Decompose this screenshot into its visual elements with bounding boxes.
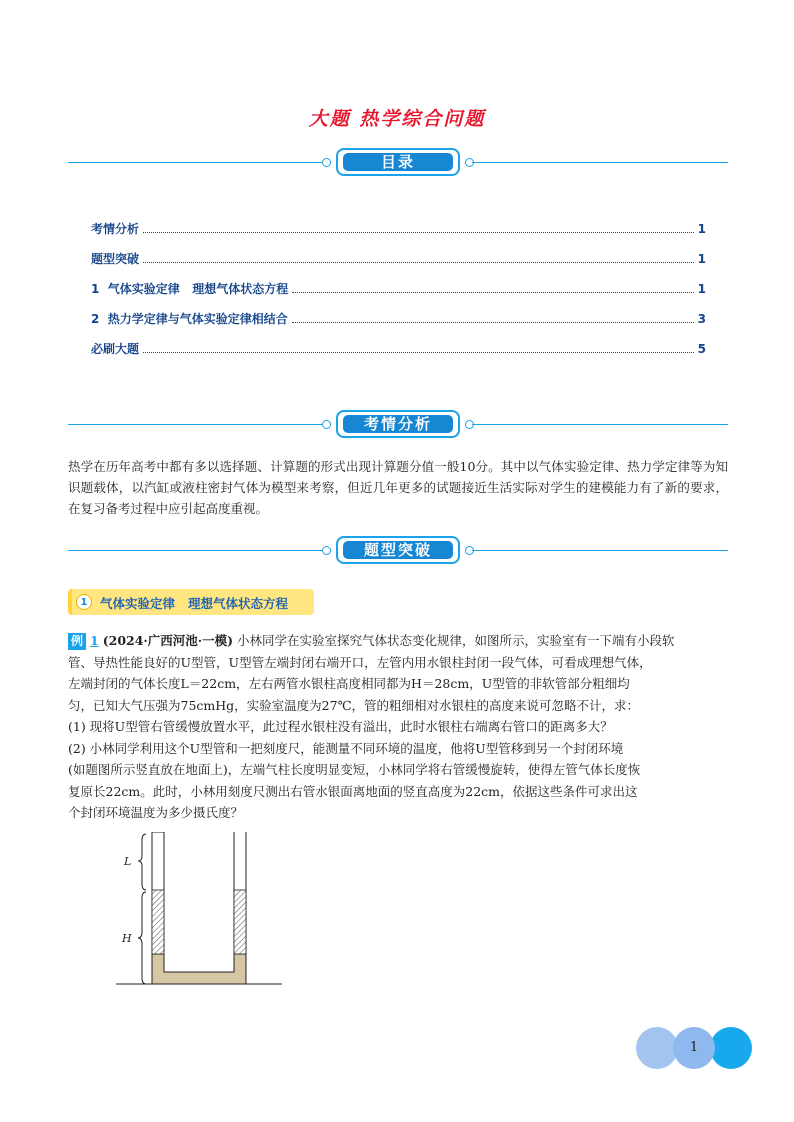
divider (68, 424, 324, 425)
breakthrough-header (68, 536, 728, 566)
label-L: L (124, 855, 132, 868)
label-H: H (122, 932, 132, 945)
divider (472, 424, 728, 425)
section-title: 考情分析 (343, 415, 453, 433)
dot-icon (322, 158, 331, 167)
toc-item[interactable] (91, 280, 706, 310)
section-badge (336, 148, 460, 176)
toc-item-page: 1 (697, 282, 706, 296)
section-badge (336, 410, 460, 438)
problem-line: 匀，已知大气压强为75cmHg，实验室温度为27℃，管的粗细相对水银柱的高度来说可忽略不计，求： (68, 697, 640, 713)
topic-tag (68, 589, 314, 615)
table-of-contents (91, 220, 706, 370)
toc-item-label: 2 热力学定律与气体实验定律相结合 (91, 312, 288, 326)
dot-leader (143, 352, 694, 353)
toc-item-label: 1 气体实验定律 理想气体状态方程 (91, 282, 289, 296)
toc-item-page: 1 (697, 252, 706, 266)
analysis-paragraph: 热学在历年高考中都有多以选择题、计算题的形式出现计算题分值一般10分。其中以气体实验定律、热力学定律等为知识题载体，以汽缸或液柱密封气体为模型来考察，但近几年更多的试题接近生活实际对学生的建模能力有了新的要求，在复习备考过程中应引起高度重视。 (68, 459, 728, 516)
page-number-badge (636, 1027, 752, 1069)
example-badge: 例 (68, 633, 86, 650)
topic-number: 1 (76, 594, 92, 610)
divider (472, 162, 728, 163)
dot-leader (143, 262, 694, 263)
dot-leader (292, 322, 694, 323)
brace-L (138, 834, 146, 890)
brace-H (138, 892, 146, 984)
right-mercury-column (234, 890, 246, 954)
toc-item-label: 必刷大题 (91, 342, 140, 356)
problem-line: (如题图所示竖直放在地面上)，左端气柱长度明显变短，小林同学将右管缓慢旋转，使得左管气体长度恢 (68, 762, 641, 777)
toc-item-label: 题型突破 (91, 252, 140, 266)
problem-line (68, 630, 728, 652)
analysis-header (68, 410, 728, 440)
section-title: 目录 (343, 153, 453, 171)
toc-item[interactable] (91, 310, 706, 340)
circle-icon (636, 1027, 678, 1069)
toc-item-page: 3 (697, 312, 706, 326)
section-title: 题型突破 (343, 541, 453, 559)
dot-icon (322, 420, 331, 429)
toc-item[interactable] (91, 250, 706, 280)
divider (68, 162, 324, 163)
problem-line: 个封闭环境温度为多少摄氏度？ (68, 805, 244, 820)
problem-line: 管、导热性能良好的U型管，U型管左端封闭右端开口，左管内用水银柱封闭一段气体，可看成理想气体， (68, 654, 652, 670)
example-problem (68, 630, 728, 824)
dot-leader (292, 292, 694, 293)
dot-leader (143, 232, 694, 233)
example-source: (2024·广西河池·一模) (102, 633, 234, 648)
dot-icon (322, 546, 331, 555)
section-badge (336, 536, 460, 564)
toc-item[interactable] (91, 340, 706, 370)
topic-label: 气体实验定律 理想气体状态方程 (100, 596, 289, 611)
toc-item[interactable] (91, 220, 706, 250)
toc-item-page: 1 (697, 222, 706, 236)
toc-item-label: 考情分析 (91, 222, 140, 236)
problem-line: (1) 现将U型管右管缓慢放置水平，此过程水银柱没有溢出，此时水银柱右端离右管口的距离多大？ (68, 719, 613, 734)
circle-icon (710, 1027, 752, 1069)
divider (472, 550, 728, 551)
problem-line: 复原长22cm。此时，小林用刻度尺测出右管水银面离地面的竖直高度为22cm，依据这些条件可求出这 (68, 783, 638, 799)
example-number: 1 (90, 633, 99, 648)
u-tube-figure (112, 832, 284, 990)
problem-line: (2) 小林同学利用这个U型管和一把刻度尺，能测量不同环境的温度，他将U型管移到另一个封闭环境 (68, 740, 624, 756)
problem-text: 小林同学在实验室探究气体状态变化规律，如图所示，实验室有一下端有小段软 (237, 633, 675, 648)
toc-header (68, 148, 728, 178)
mercury-bottom (152, 954, 246, 984)
page-title: 大题 热学综合问题 (308, 108, 486, 130)
toc-item-page: 5 (697, 342, 706, 356)
page-number: 1 (689, 1040, 699, 1055)
left-mercury-column (152, 890, 164, 954)
divider (68, 550, 324, 551)
problem-line: 左端封闭的气体长度L＝22cm，左右两管水银柱高度相同都为H＝28cm，U型管的非软管部分粗细均 (68, 676, 630, 691)
